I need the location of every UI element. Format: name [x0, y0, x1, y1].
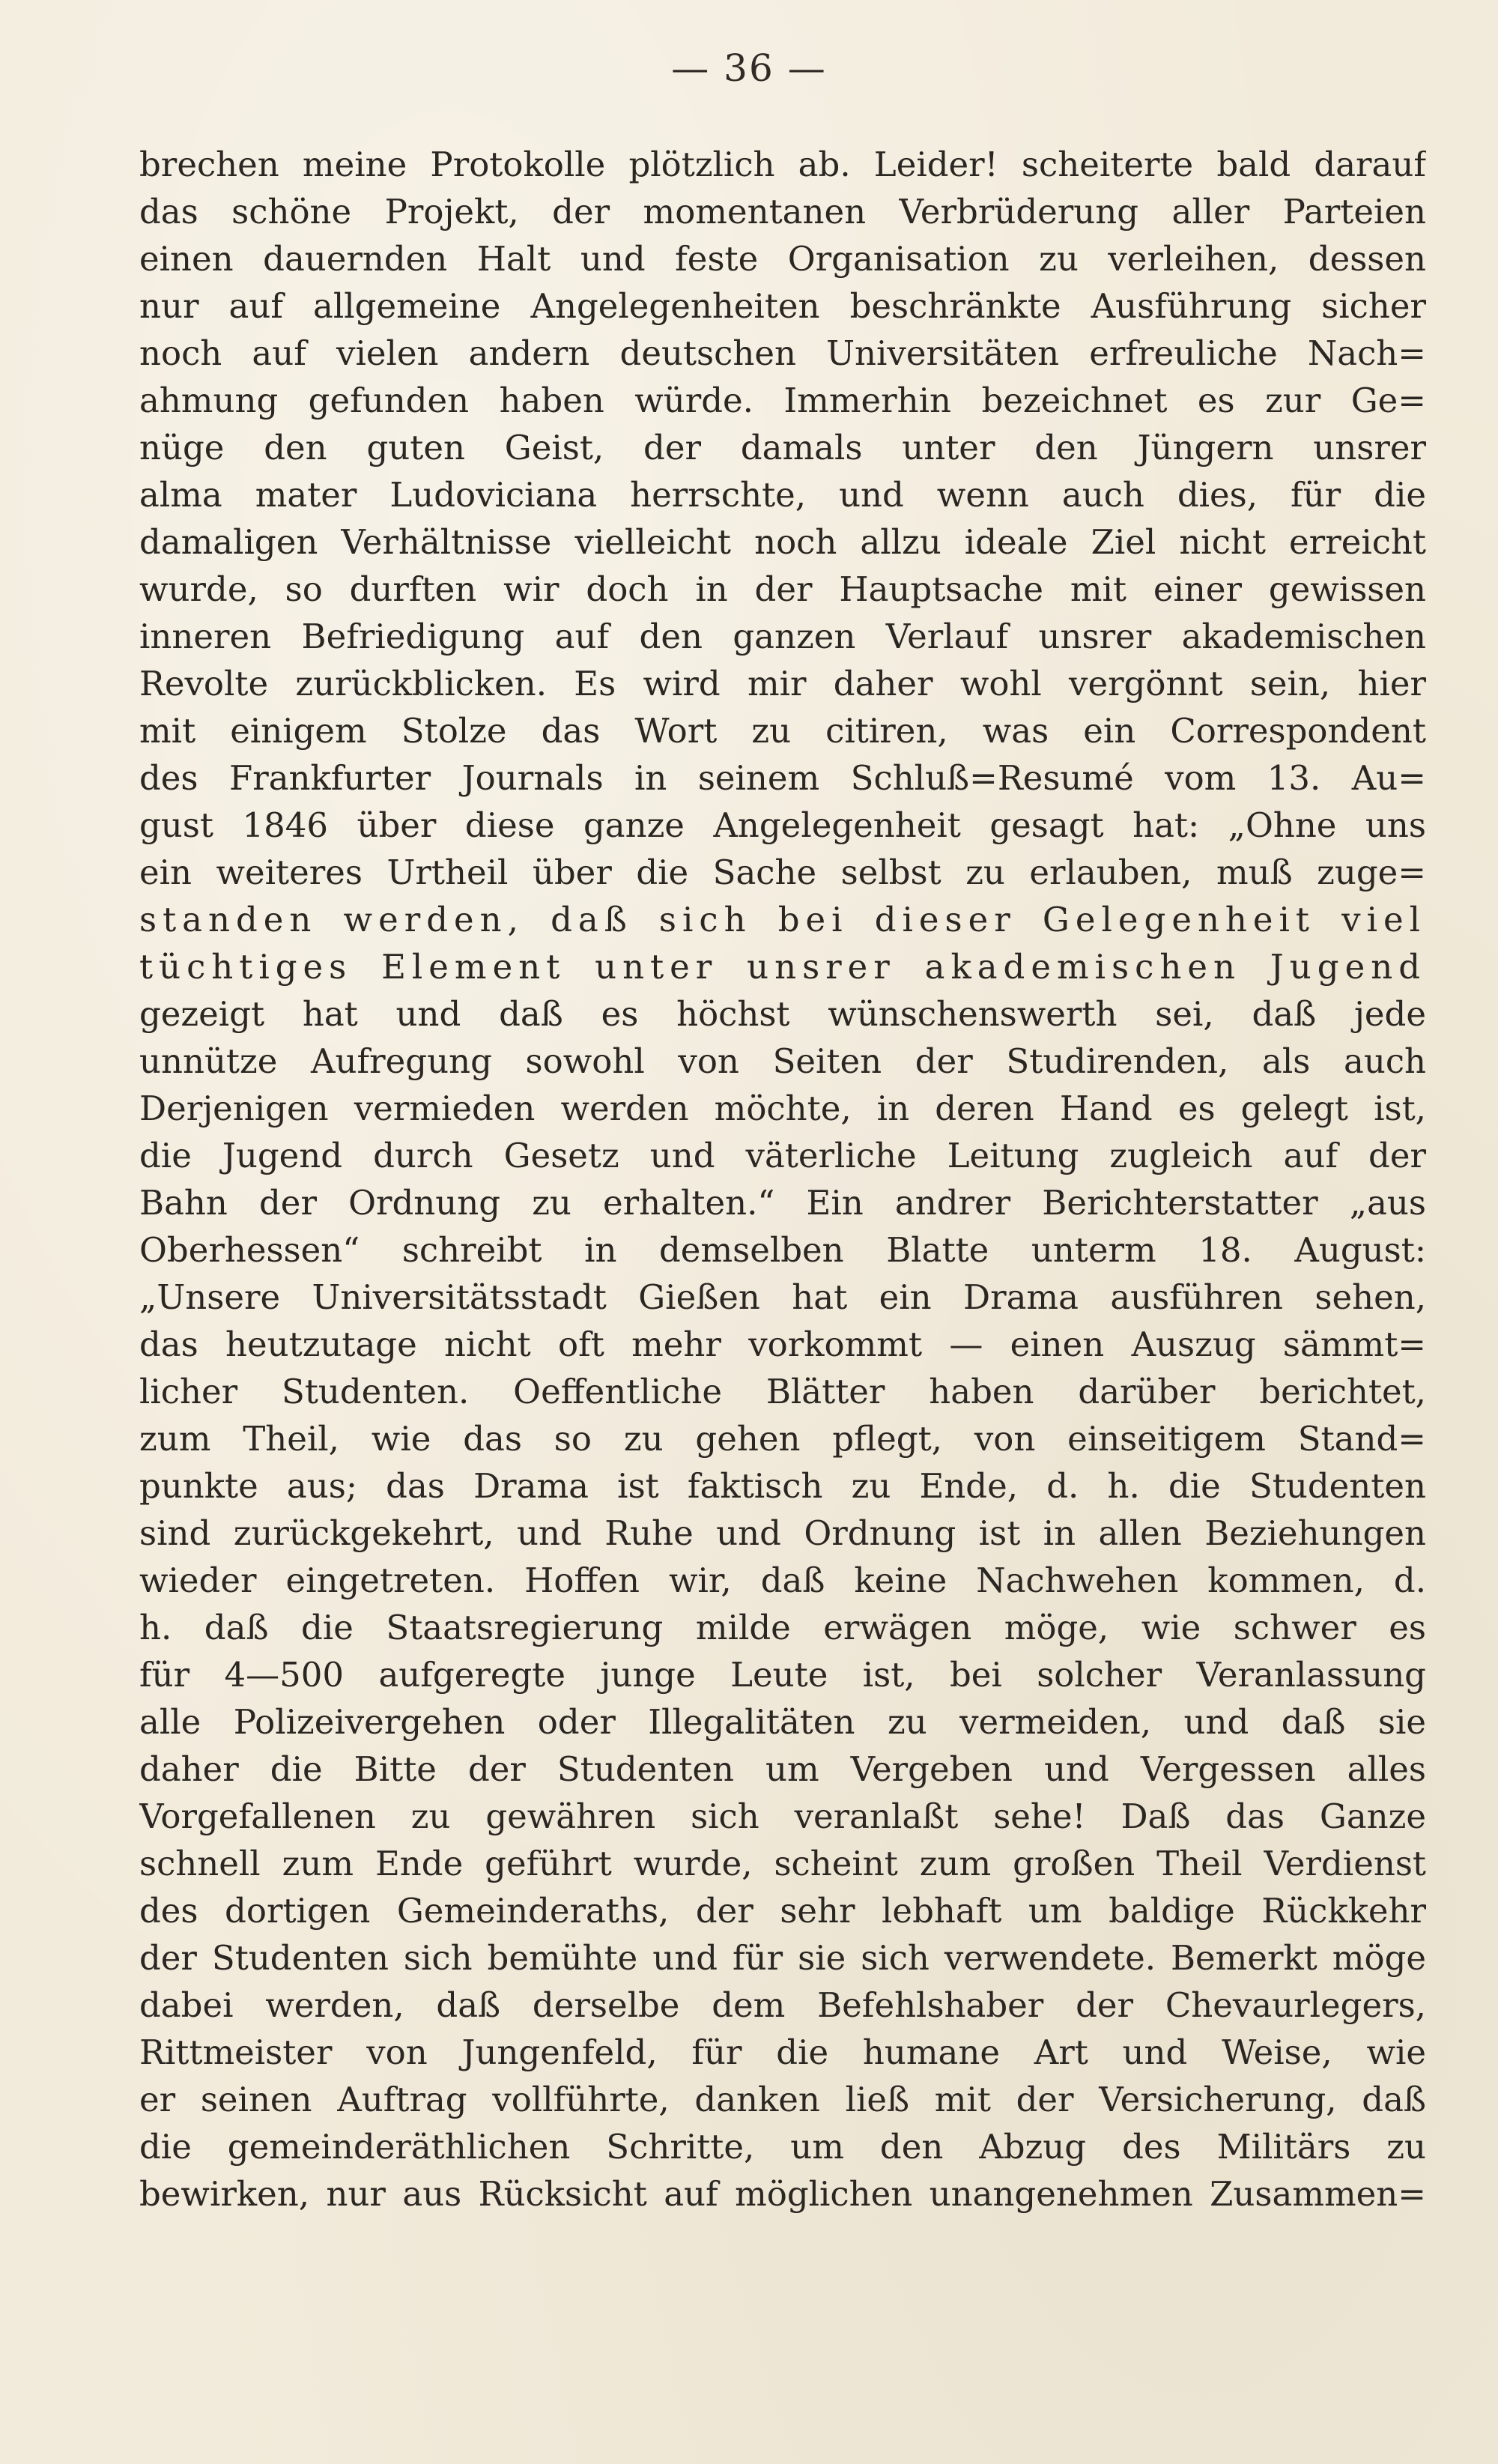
text-line: nur auf allgemeine Angelegenheiten beschränkte Ausführung sicher	[139, 286, 1426, 326]
text-line: dabei werden, daß derselbe dem Befehlshaber der Chevaurlegers,	[139, 1985, 1426, 2025]
text-line-emphasized: standen werden, daß sich bei dieser Gelegenheit viel	[139, 900, 1426, 939]
text-line: mit einigem Stolze das Wort zu citiren, was ein Correspondent	[139, 711, 1426, 751]
text-line: daher die Bitte der Studenten um Vergeben und Vergessen alles	[139, 1749, 1426, 1789]
text-line: wieder eingetreten. Hoffen wir, daß keine Nachwehen kommen, d.	[139, 1561, 1426, 1600]
text-line: die gemeinderäthlichen Schritte, um den Abzug des Militärs zu	[139, 2127, 1426, 2167]
text-line: das schöne Projekt, der momentanen Verbrüderung aller Parteien	[139, 192, 1426, 231]
text-line: des dortigen Gemeinderaths, der sehr lebhaft um baldige Rückkehr	[139, 1891, 1426, 1931]
text-line: gust 1846 über diese ganze Angelegenheit gesagt hat: „Ohne uns	[139, 805, 1426, 845]
text-line: punkte aus; das Drama ist faktisch zu Ende, d. h. die Studenten	[139, 1466, 1426, 1506]
text-line: ahmung gefunden haben würde. Immerhin bezeichnet es zur Ge=	[139, 381, 1426, 420]
text-line-emphasized: tüchtiges Element unter unsrer akademischen Jugend	[139, 947, 1426, 987]
text-line: Revolte zurückblicken. Es wird mir daher wohl vergönnt sein, hier	[139, 664, 1426, 703]
text-line: die Jugend durch Gesetz und väterliche Leitung zugleich auf der	[139, 1136, 1426, 1175]
text-line: gezeigt hat und daß es höchst wünschenswerth sei, daß jede	[139, 994, 1426, 1034]
text-line: damaligen Verhältnisse vielleicht noch allzu ideale Ziel nicht erreicht	[139, 522, 1426, 562]
text-line: zum Theil, wie das so zu gehen pflegt, von einseitigem Stand=	[139, 1419, 1426, 1459]
text-line: unnütze Aufregung sowohl von Seiten der Studirenden, als auch	[139, 1041, 1426, 1081]
body-text	[139, 141, 1426, 2418]
text-line: inneren Befriedigung auf den ganzen Verlauf unsrer akademischen	[139, 617, 1426, 656]
text-line: für 4—500 aufgeregte junge Leute ist, bei solcher Veranlassung	[139, 1655, 1426, 1695]
text-line: alle Polizeivergehen oder Illegalitäten zu vermeiden, und daß sie	[139, 1702, 1426, 1742]
text-line: Bahn der Ordnung zu erhalten.“ Ein andrer Berichterstatter „aus	[139, 1183, 1426, 1223]
text-line: Oberhessen“ schreibt in demselben Blatte unterm 18. August:	[139, 1230, 1426, 1270]
text-line: das heutzutage nicht oft mehr vorkommt — einen Auszug sämmt=	[139, 1325, 1426, 1364]
text-line: wurde, so durften wir doch in der Hauptsache mit einer gewissen	[139, 569, 1426, 609]
text-line: „Unsere Universitätsstadt Gießen hat ein Drama ausführen sehen,	[139, 1277, 1426, 1317]
text-line: ein weiteres Urtheil über die Sache selbst zu erlauben, muß zuge=	[139, 853, 1426, 892]
text-line: des Frankfurter Journals in seinem Schluß=Resumé vom 13. Au=	[139, 758, 1426, 798]
text-line: noch auf vielen andern deutschen Universitäten erfreuliche Nach=	[139, 333, 1426, 373]
text-line: alma mater Ludoviciana herrschte, und wenn auch dies, für die	[139, 475, 1426, 515]
text-line: er seinen Auftrag vollführte, danken ließ mit der Versicherung, daß	[139, 2080, 1426, 2119]
text-line: licher Studenten. Oeffentliche Blätter haben darüber berichtet,	[139, 1372, 1426, 1411]
text-line: Rittmeister von Jungenfeld, für die humane Art und Weise, wie	[139, 2032, 1426, 2072]
text-line: h. daß die Staatsregierung milde erwägen möge, wie schwer es	[139, 1608, 1426, 1647]
text-line: bewirken, nur aus Rücksicht auf möglichen unangenehmen Zusammen=	[139, 2174, 1426, 2214]
page-number: — 36 —	[671, 46, 827, 90]
text-line: Vorgefallenen zu gewähren sich veranlaßt sehe! Daß das Ganze	[139, 1796, 1426, 1836]
text-line: einen dauernden Halt und feste Organisation zu verleihen, dessen	[139, 239, 1426, 279]
text-line: brechen meine Protokolle plötzlich ab. Leider! scheiterte bald darauf	[139, 145, 1426, 184]
text-line: schnell zum Ende geführt wurde, scheint zum großen Theil Verdienst	[139, 1844, 1426, 1883]
text-line: der Studenten sich bemühte und für sie sich verwendete. Bemerkt möge	[139, 1938, 1426, 1978]
text-line: Derjenigen vermieden werden möchte, in deren Hand es gelegt ist,	[139, 1089, 1426, 1128]
text-line: nüge den guten Geist, der damals unter den Jüngern unsrer	[139, 428, 1426, 467]
text-line: sind zurückgekehrt, und Ruhe und Ordnung ist in allen Beziehungen	[139, 1513, 1426, 1553]
